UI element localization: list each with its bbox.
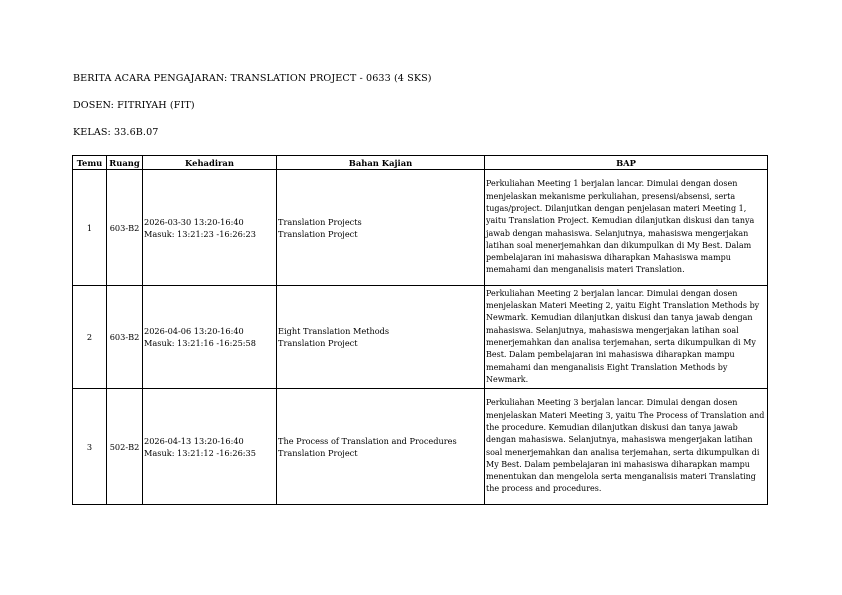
cell-bap: Perkuliahan Meeting 1 berjalan lancar. Dimulai dengan dosen menjelaskan mekanisme perkuliahan, presensi/absensi, serta tugas/project. Dilanjutkan dengan penjelasan materi Meeting 1, yaitu Translation Project. Kemudian dilanjutkan diskusi dan tanya jawab dengan mahasiswa. Selanjutnya, mahasiswa mengerjakan latihan soal menerjemahkan dan dikumpulkan di My Best. Dalam pembelajaran ini mahasiswa diharapkan Mahasiswa mampu memahami dan menganalisis materi Translation. — [485, 170, 768, 286]
schedule-text: 2026-04-06 13:20-16:40 — [144, 326, 244, 336]
cell-bahan-kajian — [277, 170, 485, 286]
table-row — [73, 286, 768, 389]
cell-temu: 2 — [73, 286, 107, 389]
topic-text: Translation Projects — [278, 216, 362, 227]
cell-temu: 3 — [73, 389, 107, 505]
attendance-text: Masuk: 13:21:12 -16:26:35 — [144, 447, 256, 458]
schedule-text: 2026-03-30 13:20-16:40 — [144, 216, 244, 227]
cell-ruang: 603-B2 — [107, 170, 143, 286]
topic-text: The Process of Translation and Procedures — [278, 435, 457, 446]
header-temu: Temu — [73, 156, 107, 170]
cell-kehadiran — [143, 170, 277, 286]
cell-bap: Perkuliahan Meeting 2 berjalan lancar. Dimulai dengan dosen menjelaskan Materi Meeting 2, yaitu Eight Translation Methods by Newmark. Kemudian dilanjutkan diskusi dan tanya jawab dengan mahasiswa. Selanjutnya, mahasiswa mengerjakan latihan soal menerjemahkan dan analisa terjemahan, serta dikumpulkan di My Best. Dalam pembelajaran ini mahasiswa diharapkan mampu memahami dan menganalisis Eight Translation Methods by Newmark. — [485, 286, 768, 389]
topic-text: Eight Translation Methods — [278, 326, 390, 336]
header-bap: BAP — [485, 156, 768, 170]
cell-bahan-kajian — [277, 286, 485, 389]
class-heading: KELAS: 33.6B.07 — [73, 127, 159, 138]
cell-bahan-kajian — [277, 389, 485, 505]
cell-kehadiran — [143, 286, 277, 389]
attendance-text: Masuk: 13:21:23 -16:26:23 — [144, 228, 256, 239]
table-row — [73, 389, 768, 505]
header-bahan-kajian: Bahan Kajian — [277, 156, 485, 170]
attendance-text: Masuk: 13:21:16 -16:25:58 — [144, 338, 256, 348]
cell-bap: Perkuliahan Meeting 3 berjalan lancar. Dimulai dengan dosen menjelaskan Materi Meeting 3, yaitu The Process of Translation and the procedure. Kemudian dilanjutkan diskusi dan tanya jawab dengan mahasiswa. Selanjutnya, mahasiswa mengerjakan latihan soal menerjemahkan dan analisa terjemahan, serta dikumpulkan di My Best. Dalam pembelajaran ini mahasiswa diharapkan mampu menentukan dan mengelola serta menganalisis materi Translating the process and procedures. — [485, 389, 768, 505]
lecturer-heading: DOSEN: FITRIYAH (FIT) — [73, 100, 195, 111]
course-text: Translation Project — [278, 228, 358, 239]
cell-ruang: 603-B2 — [107, 286, 143, 389]
table-row — [73, 170, 768, 286]
document-title: BERITA ACARA PENGAJARAN: TRANSLATION PROJECT - 0633 (4 SKS) — [73, 73, 432, 84]
table-header-row — [73, 156, 768, 170]
course-text: Translation Project — [278, 447, 358, 458]
header-kehadiran: Kehadiran — [143, 156, 277, 170]
header-ruang: Ruang — [107, 156, 143, 170]
course-text: Translation Project — [278, 338, 358, 348]
cell-temu: 1 — [73, 170, 107, 286]
cell-kehadiran — [143, 389, 277, 505]
schedule-text: 2026-04-13 13:20-16:40 — [144, 435, 244, 446]
cell-ruang: 502-B2 — [107, 389, 143, 505]
teaching-record-table — [72, 155, 768, 505]
